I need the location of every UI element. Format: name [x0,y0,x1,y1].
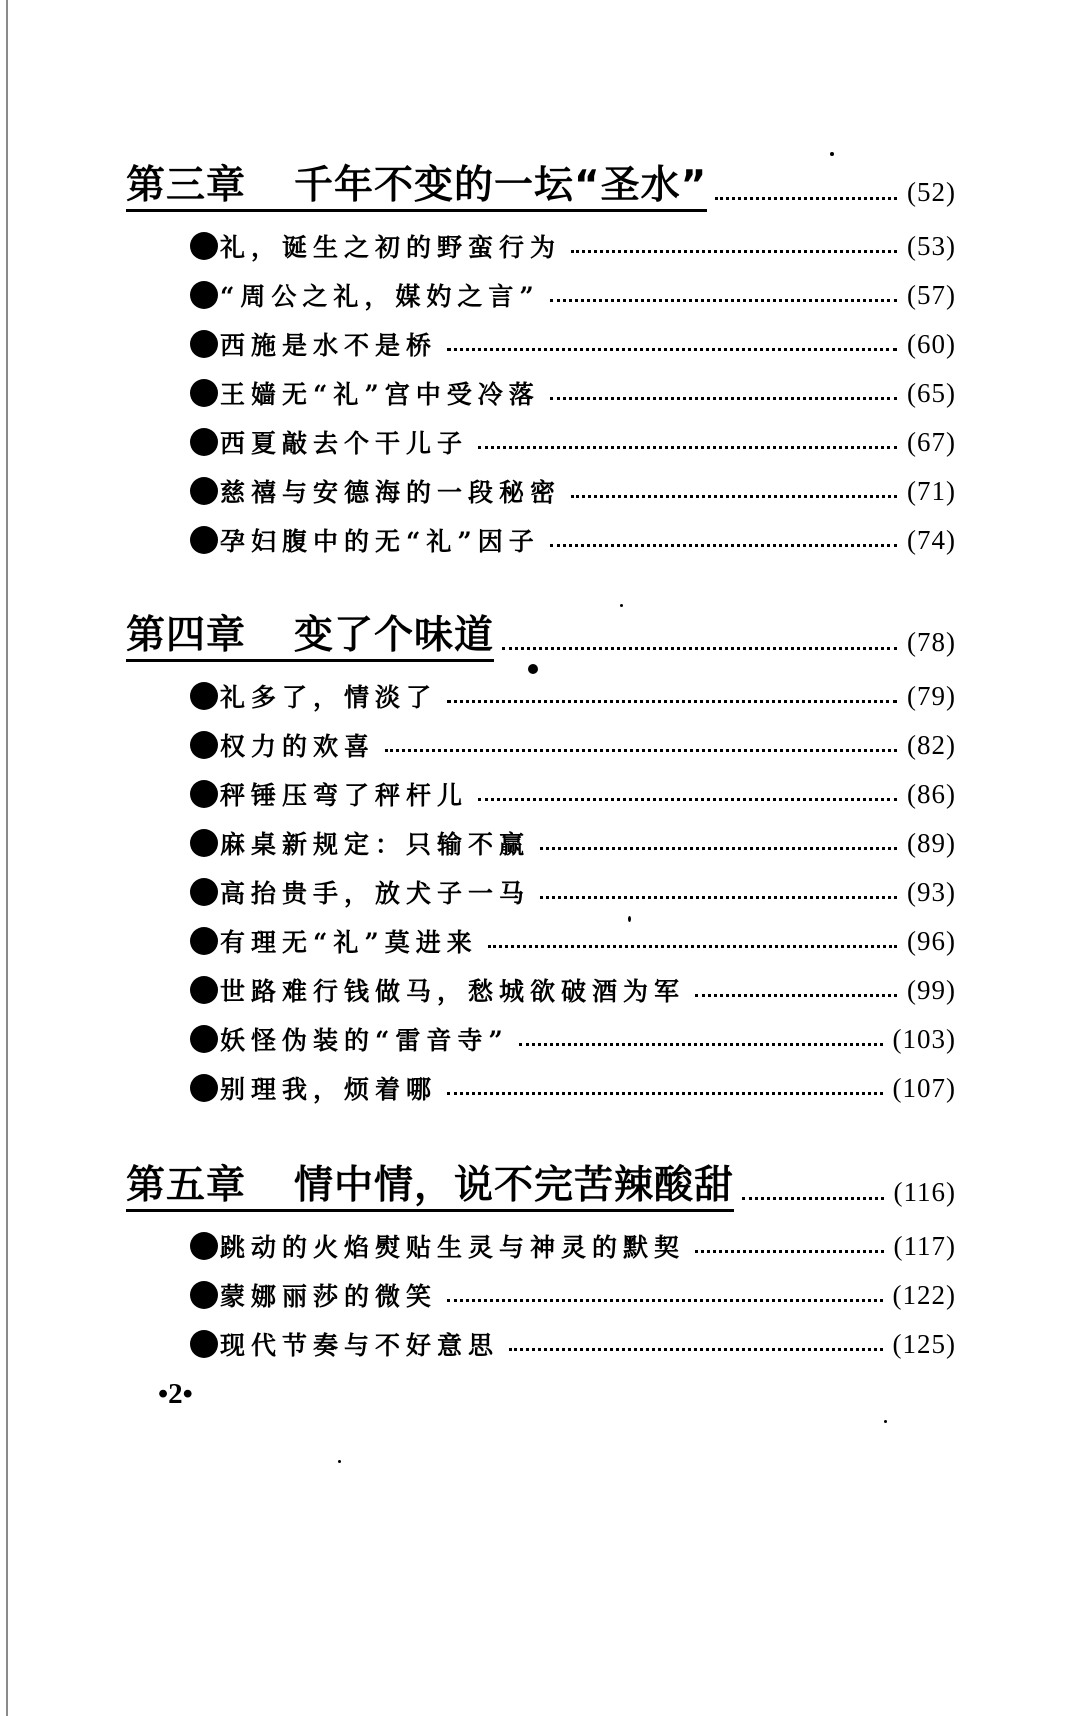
page-number: (60) [907,328,956,359]
entry-title: 王嫱无“礼”宫中受冷落 [220,380,540,409]
dot-leader [488,943,897,948]
entry-title: 西夏敲去个干儿子 [220,429,469,458]
scan-speck [830,152,834,156]
dot-leader [540,845,897,850]
dot-leader [509,1346,883,1351]
bullet-icon [190,330,218,358]
page-number: (57) [907,279,956,310]
toc-entry[interactable] [190,422,956,462]
page-number: (65) [907,377,956,408]
dot-leader [550,395,897,400]
dot-leader [715,195,897,200]
bullet-icon [190,780,218,808]
bullet-icon [190,682,218,710]
page-number: (125) [892,1328,956,1359]
dot-leader [447,1090,883,1095]
dot-leader [550,297,897,302]
entry-title: 有理无“礼”莫进来 [220,928,478,957]
entry-title: 高抬贵手，放犬子一马 [220,879,531,908]
dot-leader [550,542,897,547]
chapter-number: 第五章 [126,1163,247,1208]
bullet-icon [190,281,218,309]
entry-title: 秤锤压弯了秤杆儿 [220,781,469,810]
entry-title: 跳动的火焰熨贴生灵与神灵的默契 [220,1233,686,1262]
scan-speck [884,1420,887,1423]
bullet-icon [190,1025,218,1053]
entry-title: “周公之礼，媒妁之言” [220,282,540,311]
dot-leader [695,992,897,997]
entry-title: 世路难行钱做马，愁城欲破酒为军 [220,977,686,1006]
bullet-icon [190,379,218,407]
entry-title: 礼，诞生之初的野蛮行为 [220,233,562,262]
entry-title: 礼多了，情淡了 [220,683,438,712]
chapter-heading-4[interactable] [126,602,956,662]
page-number: (117) [893,1230,956,1261]
dot-leader [502,645,897,650]
bullet-icon [190,1281,218,1309]
page-number: (93) [907,876,956,907]
entry-title: 麻桌新规定：只输不赢 [220,830,531,859]
toc-entry[interactable] [190,520,956,560]
bullet-icon [190,927,218,955]
dot-leader [571,493,897,498]
dot-leader [695,1248,884,1253]
bullet-icon [190,477,218,505]
chapter-heading-3[interactable] [126,152,956,212]
bullet-icon [190,731,218,759]
chapter-number: 第三章 [126,163,247,208]
page-number: (67) [907,426,956,457]
scan-speck [528,664,538,674]
entry-title: 妖怪伪装的“雷音寺” [220,1026,509,1055]
bullet-icon [190,1330,218,1358]
chapter-title [126,164,707,212]
toc-entry[interactable] [190,921,956,961]
bullet-icon [190,829,218,857]
toc-entry[interactable] [190,275,956,315]
entry-title: 别理我，烦着哪 [220,1075,438,1104]
dot-leader [519,1041,883,1046]
page-edge [6,0,8,1716]
chapter-name: 千年不变的一坛“圣水” [294,163,708,208]
toc-entry[interactable] [190,1226,956,1266]
page-number: (78) [907,627,956,657]
toc-entry[interactable] [190,226,956,266]
entry-title: 权力的欢喜 [220,732,376,761]
dot-leader [447,1297,883,1302]
page-number: (71) [907,475,956,506]
chapter-heading-5[interactable] [126,1152,956,1212]
page-number: (82) [907,729,956,760]
scan-speck [628,916,631,922]
bullet-icon [190,1074,218,1102]
bullet-icon [190,976,218,1004]
bullet-icon [190,232,218,260]
dot-leader [478,444,897,449]
toc-entry[interactable] [190,823,956,863]
chapter-title [126,1164,734,1212]
chapter-name: 情中情，说不完苦辣酸甜 [294,1163,735,1208]
dot-leader [571,248,897,253]
dot-leader [385,747,897,752]
toc-entry[interactable] [190,676,956,716]
toc-entry[interactable] [190,774,956,814]
dot-leader [447,346,897,351]
entry-title: 现代节奏与不好意思 [220,1331,500,1360]
entry-title: 西施是水不是桥 [220,331,438,360]
toc-entry[interactable] [190,1324,956,1364]
page-number: (96) [907,925,956,956]
page-number: (107) [892,1072,956,1103]
dot-leader [478,796,897,801]
chapter-number: 第四章 [126,613,247,658]
toc-entry[interactable] [190,324,956,364]
page-number: (53) [907,230,956,261]
bullet-icon [190,526,218,554]
toc-entry[interactable] [190,872,956,912]
bullet-icon [190,1232,218,1260]
page-number: (103) [892,1023,956,1054]
page-footer-number: •2• [158,1378,193,1410]
dot-leader [540,894,897,899]
toc-entry[interactable] [190,373,956,413]
page-number: (122) [892,1279,956,1310]
toc-entry[interactable] [190,1275,956,1315]
chapter-name: 变了个味道 [294,613,495,658]
page-number: (52) [907,177,956,207]
page-number: (86) [907,778,956,809]
toc-entry[interactable] [190,471,956,511]
toc-entry[interactable] [190,725,956,765]
bullet-icon [190,878,218,906]
scan-speck [620,604,623,607]
dot-leader [447,698,897,703]
page-number: (116) [893,1177,956,1207]
dot-leader [742,1195,883,1200]
page-number: (79) [907,680,956,711]
toc-entry[interactable] [190,1068,956,1108]
page-number: (99) [907,974,956,1005]
chapter-title [126,614,494,662]
entry-title: 蒙娜丽莎的微笑 [220,1282,438,1311]
page-number: (89) [907,827,956,858]
scan-speck [338,1460,341,1463]
toc-entry[interactable] [190,970,956,1010]
bullet-icon [190,428,218,456]
page-number: (74) [907,524,956,555]
entry-title: 慈禧与安德海的一段秘密 [220,478,562,507]
toc-entry[interactable] [190,1019,956,1059]
entry-title: 孕妇腹中的无“礼”因子 [220,527,540,556]
